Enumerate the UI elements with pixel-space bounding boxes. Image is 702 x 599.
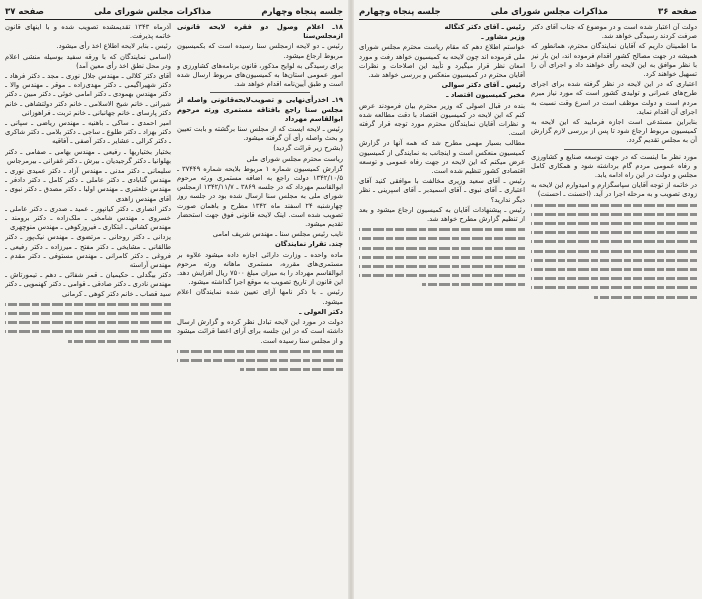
text-line — [531, 228, 697, 237]
text-line — [531, 256, 697, 265]
text-line — [5, 300, 171, 309]
paragraph: رئیس ـ با ذکر نامها آرای تعیین شده نمایندگان اعلام میشود. — [177, 288, 343, 306]
text-line — [531, 265, 697, 274]
text-line — [531, 237, 697, 246]
paragraph: رئیس ـ دو لایحه ازمجلس سنا رسیده است که بکمیسیون مربوط ارجاع میشود. — [177, 42, 343, 60]
page-number: صفحه ۳۶ — [658, 6, 697, 17]
name-list: دکتر انصاری ـ دکتر کیانپور ـ عمید ـ صدری ـ دکتر عاملی ـ خسروی ـ مهندس شامخی ـ ملک‌زاده ـ دکتر برومند ـ مهندس کشانی ـ ابتکاری ـ فیروزکوهی ـ مهندس منوچهری — [5, 204, 171, 232]
speaker-name: دکتر العولی ـ — [299, 307, 343, 316]
text-line — [359, 244, 525, 253]
left-page-header — [5, 4, 343, 20]
section-heading: چند. تقرار نمایندگان — [274, 240, 343, 249]
paragraph: بنابراین مستدعی است اجازه فرمایید که این لایحه به کمیسیون مربوط ارجاع شود تا پس از بررسی لازم گزارش آن به مجلس تقدیم گردد. — [531, 118, 697, 145]
text-line — [531, 274, 697, 283]
journal-title: مذاکرات مجلس شورای ملی — [94, 6, 212, 17]
right-column-left — [359, 23, 525, 595]
paragraph: ما اطمینان داریم که آقایان نمایندگان محترم، همانطور که همیشه در جهت مصالح کشور اقدام فرموده اند، این بار نیز با نظر موافق به این لایحه رأی خواهند داد و اجرای آن را تسهیل خواهند کرد. — [531, 42, 697, 79]
text-line — [177, 356, 343, 365]
paragraph: رئیس ـ بنابر لایحه اطلاع اخذ رأی میشود. — [56, 42, 171, 51]
speaker-title: وزیر مشاور ـ — [481, 33, 525, 42]
text-line — [359, 234, 525, 243]
paragraph: آذرماه ۱۳۴۳ تقدیمشده تصویب شده و با اینهای قانون خاتمه پذیرفت. — [5, 23, 171, 41]
text-line — [177, 347, 343, 356]
name-list: بختیار بختیاریها ـ رفیعی ـ مهندس بهامی ـ صفامی ـ دکتر بهلوانیا ـ دکتر گرجیدیان ـ بیرش ـ دکتر غفرانی ـ بیرمرجاس — [5, 147, 171, 165]
paragraph: مطالب بسیار مهمی مطرح شد که همه آنها در گزارش کمیسیون منعکس است و اینجانب به نمایندگی از کمیسیون عرض میکنم که این لایحه در جهت رفاه عمومی و توسعه اقتصادی کشور تنظیم شده است. — [359, 139, 525, 176]
paragraph: (اسامی نمایندگان که با ورقه سفید بوسیله منشی اعلام ودر محل نطق اخذ رأی معین آمد) — [5, 52, 171, 70]
text-line — [68, 337, 171, 346]
section-heading: ۱۹ـ اخذرأی‌نهایی و تصویب‌لایحه‌قانونی واصله از مجلس سنا راجع بافتاقه مستمری ورثه مرحوم ابوالقاسم مهرداد — [177, 96, 343, 123]
text-line — [359, 253, 525, 262]
text-line — [5, 318, 171, 327]
paragraph: رئیس ـ لایحه ایست که از مجلس سنا برگشته و بابت تعیین و بحث واصله رأی آن گرفته میشود. — [177, 125, 343, 143]
name-list: آقای دکتر کلالی ـ مهندس جلال نوری ـ مجد ـ دکتر فرهاد ـ دکتر شهیراگیمی ـ دکتر مهدی‌زاده ـ موقر ـ مهندس والا ـ دکتر مهندس بهمودی ـ دکتر امامی خوئی ـ دکتر مبین ـ دکتر شیرانی ـ خانم شیخ الاسلامی ـ خانم دکتر دولتشاهی ـ خانم دکتر پارسای ـ خانم جهانبانی ـ خانم تربت ـ فراهوزانی — [5, 72, 171, 117]
paragraph: اعتباری که در این لایحه در نظر گرفته شده برای اجرای طرح‌های عمرانی و تولیدی کشور است که مورد نیاز مبرم مردم است و دولت موظف است در اسرع وقت نسبت به اجرای آن اقدام نماید. — [531, 80, 697, 116]
left-column-right — [177, 23, 343, 595]
name-list: دکتر بیگدلی ـ حکیمیان ـ قمر شفائی ـ دهم ـ تیمورتاش ـ مهندس نادری ـ دکتر صادقی ـ قوامی ـ دکتر کهنمویی ـ دکتر سید قصاب ـ خانم دکتر کوهی ـ کرمانی — [5, 271, 171, 298]
text-line — [531, 283, 697, 292]
text-line — [359, 262, 525, 271]
right-page — [354, 0, 702, 599]
text-line — [5, 309, 171, 318]
page-number: صفحه ۳۷ — [5, 6, 44, 17]
paragraph: مورد نظر ما اینست که در جهت توسعه صنایع و کشاورزی و رفاه عمومی مردم گام برداشته شود و همکاری کامل مجلس و دولت در این راه ادامه یابد. — [531, 152, 697, 180]
paragraph: رئیس ـ پیشنهادات آقایان به کمیسیون ارجاع میشود و بعد از تنظیم گزارش مطرح خواهد شد. — [359, 205, 525, 224]
speaker-name: رئیس ـ آقای دکتر کنگاله — [444, 23, 525, 31]
divider — [564, 149, 664, 150]
text-line — [531, 201, 697, 210]
text-line — [240, 365, 343, 374]
name-list: یزدانی ـ دکتر روحانی ـ مرتضوی ـ مهندس نیک‌پور ـ دکتر طالقانی ـ مشایخی ـ دکتر مفتح ـ میرزاده ـ دکتر رفیعی ـ فروغی ـ دکتر کامرانی ـ مهندس مستوفی ـ دکتر مقدم ـ مهندس آراسته — [5, 233, 171, 270]
left-page — [0, 0, 348, 599]
right-page-header — [359, 4, 697, 20]
session-title: جلسه پنجاه وچهارم — [359, 6, 441, 17]
paragraph: دولت در مورد این لایحه تبادل نظر کرده و گزارش ارسال داشته است که در این جلسه برای آرای اعضا قرائت میشود و از مجلس سنا رسیده است. — [177, 318, 343, 345]
text-line — [5, 327, 171, 336]
section-heading: ۱۸ـ اعلام وصول دو فقره لایحه قانونی ازمجلس‌سنا — [177, 23, 343, 41]
right-page-columns — [359, 23, 697, 595]
text-line — [531, 219, 697, 228]
paragraph: بنده در قبال اصولی که وزیر محترم بیان فرمودند عرض کنم که این لایحه در کمیسیون اقتصاد با دقت مطالعه شده و نظرات آقایان نمایندگان محترم مورد توجه قرار گرفته است. — [359, 101, 525, 138]
divider — [210, 92, 310, 93]
journal-title: مذاکرات مجلس شورای ملی — [490, 6, 608, 17]
paragraph: گزارش کمیسیون شماره ۱ مربوط بلایحه شماره ۳۷۴۴۹ ـ ۱۳۴۲/۱۰/۵ دولت راجع به اضافه مستمری ورثه مرحوم ابوالقاسم مهرداد که در جلسه ۳۸۶۹ ـ ۱۳۴۲/۱۱/۷ ازمجلس شورای ملی به مجلس سنا ارسال شده بود در جلسه روز چهارشنبه ۲۴ اسفند ماه ۱۳۴۲ مطرح و باهمان صورت تصویب شده است. اینک لایحه قانونی فوق جهت استحضار تقدیم میشود. — [177, 164, 343, 229]
paragraph: برای رسیدگی به لوایح مذکور، قانون برنامه‌های کشاورزی و امور عمومی استان‌ها به کمیسیون‌های مربوط ارسال شده است و طبق آیین‌نامه اقدام خواهد شد. — [177, 61, 343, 89]
speaker-title: مخبر کمیسیون اقتصاد ـ — [446, 91, 525, 100]
left-page-columns — [5, 23, 343, 595]
session-title: جلسه پنجاه وچهارم — [261, 6, 343, 17]
text-line — [594, 293, 697, 302]
paragraph: در خاتمه از توجه آقایان سپاسگزارم و امیدوارم این لایحه به زودی تصویب و به مرحله اجرا در آید. (احسنت ـ احسنت) — [531, 181, 697, 199]
text-line — [531, 247, 697, 256]
paragraph: ماده واحده ـ وزارت دارائی اجازه داده میشود علاوه بر مستمری‌های مقرره، مستمری ماهانه ورثه مرحوم ابوالقاسم مهرداد را به میزان مبلغ ۷۵۰۰ ریال افزایش دهد. این قانون از تاریخ تصویب به موقع اجرا گذاشته میشود. — [177, 250, 343, 287]
speaker-name: رئیس ـ آقای دکتر سوالی — [441, 81, 525, 90]
name-list: سلیمانی ـ دکتر مدنی ـ مهندس آزاد ـ دکتر عمیدی نوری ـ مهندس گنابادی ـ دکتر عاملی ـ دکتر کامل ـ دکتر دادفر ـ مهندس خلعتبری ـ مهندس اولیا ـ دکتر مصدق ـ دکتر نبوی ـ آقای مهندس زاهدی — [5, 167, 171, 203]
text-line — [531, 210, 697, 219]
paragraph: رئیس ـ آقای سعید وزیری مخالفت با موافقی کنید آقای اعتباری ـ آقای نبوی ـ آقای اسمیدبر ـ آقای اسپرینی ـ نظر دیگر ندارید؟ — [359, 177, 525, 204]
paragraph: دولت آن اعتبار شده است و در موضوع که جناب آقای دکتر صرفت کردند رسیدگی خواهد شد. — [531, 23, 697, 41]
text-line — [359, 271, 525, 280]
paragraph: (بشرح زیر قرائت گردید) — [273, 144, 343, 153]
left-column-left — [5, 23, 171, 595]
paragraph: نایب رئیس مجلس سنا ـ مهندس شریف امامی — [212, 230, 343, 239]
right-column-right — [531, 23, 697, 595]
paragraph: خواستم اطلاع دهم که مقام ریاست محترم مجلس شورای ملی قرموده اند چون لایحه به کمیسیون خواهد رفت و مورد امعان نظر قرار میگیرد و تأیید این اصلاحات و نظرات آقایان محترم در کمیسیون منعکس و بررسی خواهد شد. — [359, 43, 525, 80]
name-list: امیر احمدی ـ ساکی ـ باهنیه ـ مهندس ریاضی ـ سپانی ـ دکتر بهزاد ـ دکتر طلوع ـ ساجی ـ دکتر بلامی ـ دکتر شاکری ـ دکتر کرالی ـ عشایر ـ دکتر آصفی ـ آفاقیه — [5, 119, 171, 146]
text-line — [422, 280, 525, 289]
paragraph: ریاست محترم مجلس شورای ملی — [246, 154, 343, 163]
text-line — [359, 225, 525, 234]
